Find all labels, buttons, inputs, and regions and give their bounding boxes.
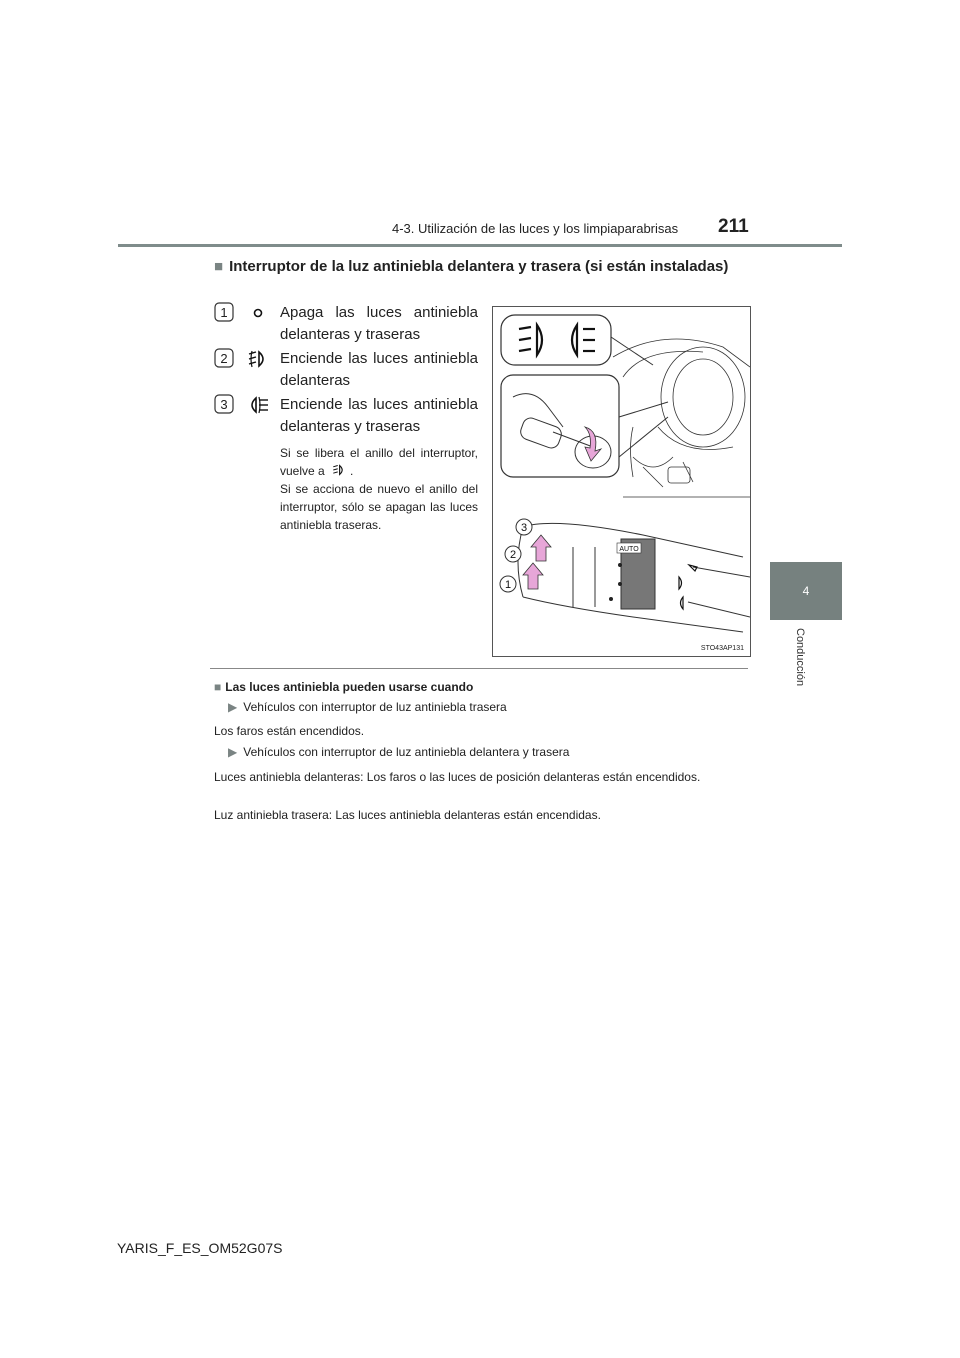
header-rule — [118, 244, 842, 247]
square-bullet-icon: ■ — [214, 258, 224, 275]
note-text: Si se libera el anillo del interruptor, vuelve a . Si se acciona de nuevo el anillo del interruptor, sólo se apagan las luces antiniebla traseras. — [280, 446, 478, 532]
section-title: 4-3. Utilización de las luces y los limpiaparabrisas — [392, 221, 679, 236]
list-item — [214, 394, 478, 438]
page-number: 211 — [718, 216, 749, 237]
item-text: Enciende las luces antiniebla delanteras y traseras — [280, 396, 478, 435]
svg-text:AUTO: AUTO — [619, 546, 639, 553]
chapter-number: 4 — [802, 584, 810, 598]
paragraph: Luces antiniebla delanteras: Los faros o las luces de posición delanteras están encendidos. — [214, 770, 701, 784]
subsection-heading: ■ Las luces antiniebla pueden usarse cuando — [214, 680, 474, 694]
item-text: Apaga las luces antiniebla delanteras y traseras — [280, 304, 478, 343]
triangle-bullet-icon: ▶ — [228, 700, 238, 714]
list-item — [214, 302, 478, 346]
triangle-bullet-icon: ▶ — [228, 745, 238, 759]
square-bullet-icon: ■ — [214, 680, 222, 694]
callout-1: 1 — [504, 579, 512, 591]
callout-3: 3 — [520, 522, 528, 534]
svg-text:3: 3 — [220, 397, 228, 412]
number-1-icon — [214, 302, 234, 322]
svg-text:2: 2 — [220, 351, 228, 366]
heading-text: Interruptor de la luz antiniebla delantera y trasera (si están instaladas) — [229, 258, 729, 275]
number-2-icon — [214, 348, 234, 368]
section-heading — [214, 256, 748, 278]
illustration — [492, 306, 751, 657]
paragraph: Los faros están encendidos. — [214, 724, 365, 738]
list-item — [214, 348, 478, 392]
svg-text:1: 1 — [220, 305, 228, 320]
chapter-label: Conducción — [794, 628, 806, 687]
fog-switch-illustration — [493, 307, 750, 656]
chapter-tab — [770, 562, 842, 620]
figure-code: STO43AP131 — [700, 645, 744, 652]
paragraph: Luz antiniebla trasera: Las luces antiniebla delanteras están encendidas. — [214, 808, 601, 822]
document-code: YARIS_F_ES_OM52G07S — [117, 1240, 283, 1256]
list-item: ▶ Vehículos con interruptor de luz antiniebla trasera — [228, 700, 507, 714]
number-3-icon — [214, 394, 234, 414]
item-text: Enciende las luces antiniebla delanteras — [280, 350, 478, 389]
list-item: ▶ Vehículos con interruptor de luz antiniebla delantera y trasera — [228, 745, 570, 759]
callout-2: 2 — [509, 549, 517, 561]
front-rear-fog-icon — [244, 394, 272, 416]
front-fog-icon — [244, 348, 272, 370]
divider — [210, 668, 748, 669]
front-fog-icon — [328, 463, 350, 477]
fog-off-icon — [244, 302, 272, 324]
